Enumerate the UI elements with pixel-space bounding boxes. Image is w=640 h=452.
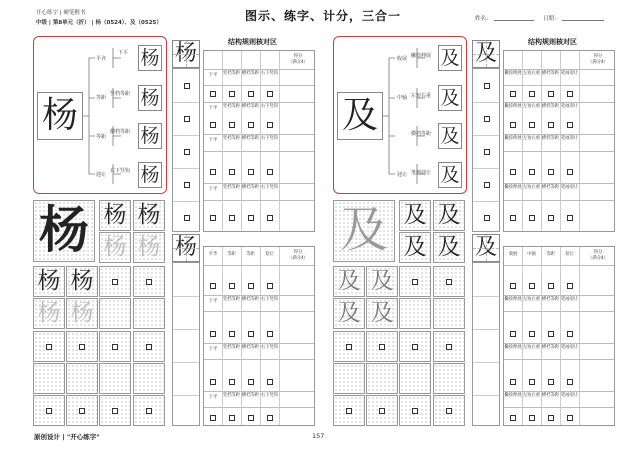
right-empty-cell[interactable] bbox=[366, 395, 398, 426]
left-big-practice-cell[interactable]: 杨 bbox=[33, 200, 95, 262]
right-upper-table: 得分 （满分4） 撇捺伸展 左短右重 横档等距 笔画迎让 撇捺伸展 左短右重 横档等距 笔画迎让 撇捺伸展 左短右重 横档等距 笔画迎让 撇捺伸展 左短右重 横档等距 笔画迎让 bbox=[503, 50, 615, 232]
left-upper-table: 得分 （满分4） 下平 竖档等距 横档等距 右下竖钩 下平 竖档等距 横档等距 右下竖钩 下平 竖档等距 横档等距 右下竖钩 下平 竖档等距 横档等距 右下竖钩 bbox=[203, 50, 315, 232]
right-empty-cell[interactable] bbox=[366, 363, 398, 394]
left-trace-cell[interactable]: 杨 bbox=[99, 232, 131, 263]
right-trace-cell[interactable]: 及 bbox=[366, 298, 398, 329]
date-label: 日期： bbox=[543, 16, 560, 22]
right-empty-cell[interactable] bbox=[333, 363, 365, 394]
left-empty-cell[interactable] bbox=[66, 363, 98, 394]
left-empty-cell[interactable] bbox=[33, 395, 65, 426]
left-trace-cell[interactable]: 杨 bbox=[33, 298, 65, 329]
left-empty-cell[interactable] bbox=[133, 298, 165, 329]
left-copy-cell[interactable]: 杨 bbox=[99, 200, 131, 231]
diagram-char-1: 及 bbox=[438, 45, 462, 71]
left-lower-table: 平齐 等距 等距 迎让 得分 （满分4） 下平 竖档等距 横档等距 右下竖钩 下平 竖档等距 横档等距 右下竖钩 下平 竖档等距 横档等距 右下竖钩 bbox=[203, 246, 315, 426]
right-lower-table: 收展 中轴 等距 迎让 得分 （满分4） 撇捺伸展 左短右重 横档等距 笔画迎让 撇捺伸展 左短右重 横档等距 笔画迎让 撇捺伸展 左短右重 横档等距 笔画迎让 bbox=[503, 246, 615, 426]
right-empty-cell[interactable] bbox=[399, 363, 431, 394]
right-column-model-1: 及 bbox=[472, 40, 500, 68]
right-empty-cell[interactable] bbox=[399, 395, 431, 426]
right-empty-cell[interactable] bbox=[433, 298, 465, 329]
name-field[interactable] bbox=[494, 20, 534, 21]
right-empty-cell[interactable] bbox=[399, 298, 431, 329]
left-empty-cell[interactable] bbox=[66, 331, 98, 362]
right-table-title: 结构规则核对区 bbox=[528, 38, 577, 46]
sub-label-1: 下平 bbox=[118, 50, 129, 56]
right-empty-cell[interactable] bbox=[433, 363, 465, 394]
page-number: 157 bbox=[312, 432, 325, 440]
sub-label-4: 笔画迎让 bbox=[411, 170, 432, 176]
left-copy-cell[interactable]: 杨 bbox=[133, 200, 165, 231]
left-empty-cell[interactable] bbox=[133, 266, 165, 297]
diagram-label-2: 等距 bbox=[96, 95, 107, 101]
right-empty-cell[interactable] bbox=[333, 331, 365, 362]
diagram-label-3: 迎让 bbox=[397, 172, 408, 178]
left-column-model-2: 杨 bbox=[172, 234, 200, 262]
left-lower-checkbox-column bbox=[172, 262, 200, 426]
right-empty-cell[interactable] bbox=[433, 331, 465, 362]
diagram-label-4: 迎让 bbox=[96, 172, 107, 178]
left-empty-cell[interactable] bbox=[133, 395, 165, 426]
right-empty-cell[interactable] bbox=[399, 266, 431, 297]
left-empty-cell[interactable] bbox=[133, 331, 165, 362]
right-column-model-2: 及 bbox=[472, 234, 500, 262]
diagram-label-1: 收展 bbox=[397, 56, 408, 62]
right-copy-cell[interactable]: 及 bbox=[366, 266, 398, 297]
brand-label: 开心练字 | 硬笔楷书 bbox=[36, 10, 86, 16]
left-empty-cell[interactable] bbox=[99, 395, 131, 426]
diagram-char-1: 杨 bbox=[138, 45, 162, 71]
right-branch-lines bbox=[383, 40, 443, 190]
right-upper-checkbox-column bbox=[472, 68, 500, 232]
name-label: 姓名： bbox=[475, 16, 492, 22]
right-copy-cell[interactable]: 及 bbox=[433, 200, 465, 231]
diagram-char-2: 及 bbox=[438, 85, 462, 111]
diagram-char-2: 杨 bbox=[138, 85, 162, 111]
right-big-practice-cell[interactable]: 及 bbox=[333, 200, 395, 262]
right-empty-cell[interactable] bbox=[433, 395, 465, 426]
left-empty-cell[interactable] bbox=[99, 331, 131, 362]
right-empty-cell[interactable] bbox=[399, 331, 431, 362]
right-copy-cell[interactable]: 及 bbox=[399, 200, 431, 231]
diagram-char-3: 及 bbox=[438, 123, 462, 149]
sub-label-4: 右下竖钩 bbox=[110, 168, 131, 174]
right-empty-cell[interactable] bbox=[433, 266, 465, 297]
left-empty-cell[interactable] bbox=[99, 266, 131, 297]
left-empty-cell[interactable] bbox=[133, 363, 165, 394]
left-upper-checkbox-column bbox=[172, 68, 200, 232]
left-table-title: 结构规则核对区 bbox=[228, 38, 277, 46]
right-empty-cell[interactable] bbox=[366, 331, 398, 362]
left-empty-cell[interactable] bbox=[99, 363, 131, 394]
diagram-label-2: 中轴 bbox=[397, 95, 408, 101]
left-column-model-1: 杨 bbox=[172, 40, 200, 68]
right-trace-cell[interactable]: 及 bbox=[399, 232, 431, 263]
right-trace-cell[interactable]: 及 bbox=[333, 298, 365, 329]
unit-label: 中级 | 第8单元（折） | 杨（0524）、及（0525） bbox=[36, 20, 162, 26]
left-trace-cell[interactable]: 杨 bbox=[66, 298, 98, 329]
diagram-label-1: 平齐 bbox=[96, 56, 107, 62]
sub-label-2: 左短右重 bbox=[411, 93, 432, 99]
left-copy-cell[interactable]: 杨 bbox=[66, 266, 98, 297]
sub-label-2: 竖档等距 bbox=[110, 91, 131, 97]
left-empty-cell[interactable] bbox=[33, 363, 65, 394]
diagram-char-3: 杨 bbox=[138, 123, 162, 149]
right-copy-cell[interactable]: 及 bbox=[333, 266, 365, 297]
diagram-char-4: 及 bbox=[438, 162, 462, 188]
diagram-label-3: 等距 bbox=[96, 134, 107, 140]
sub-label-3: 横档等距 bbox=[110, 129, 131, 135]
sub-label-3: 横档等距 bbox=[411, 131, 432, 137]
footer-credit: 原创设计 | "开心练字" bbox=[34, 433, 100, 441]
right-trace-cell[interactable]: 及 bbox=[433, 232, 465, 263]
left-empty-cell[interactable] bbox=[99, 298, 131, 329]
left-trace-cell[interactable]: 杨 bbox=[133, 232, 165, 263]
diagram-char-4: 杨 bbox=[138, 162, 162, 188]
left-model-cell: 杨 bbox=[37, 92, 83, 140]
date-field[interactable] bbox=[562, 20, 604, 21]
right-model-cell: 及 bbox=[337, 92, 383, 140]
right-lower-checkbox-column bbox=[472, 262, 500, 426]
page-title: 图示、练字、计分，三合一 bbox=[245, 9, 402, 23]
left-empty-cell[interactable] bbox=[66, 395, 98, 426]
right-empty-cell[interactable] bbox=[333, 395, 365, 426]
sub-label-1: 撇捺伸展 bbox=[411, 53, 432, 59]
left-copy-cell[interactable]: 杨 bbox=[33, 266, 65, 297]
left-empty-cell[interactable] bbox=[33, 331, 65, 362]
